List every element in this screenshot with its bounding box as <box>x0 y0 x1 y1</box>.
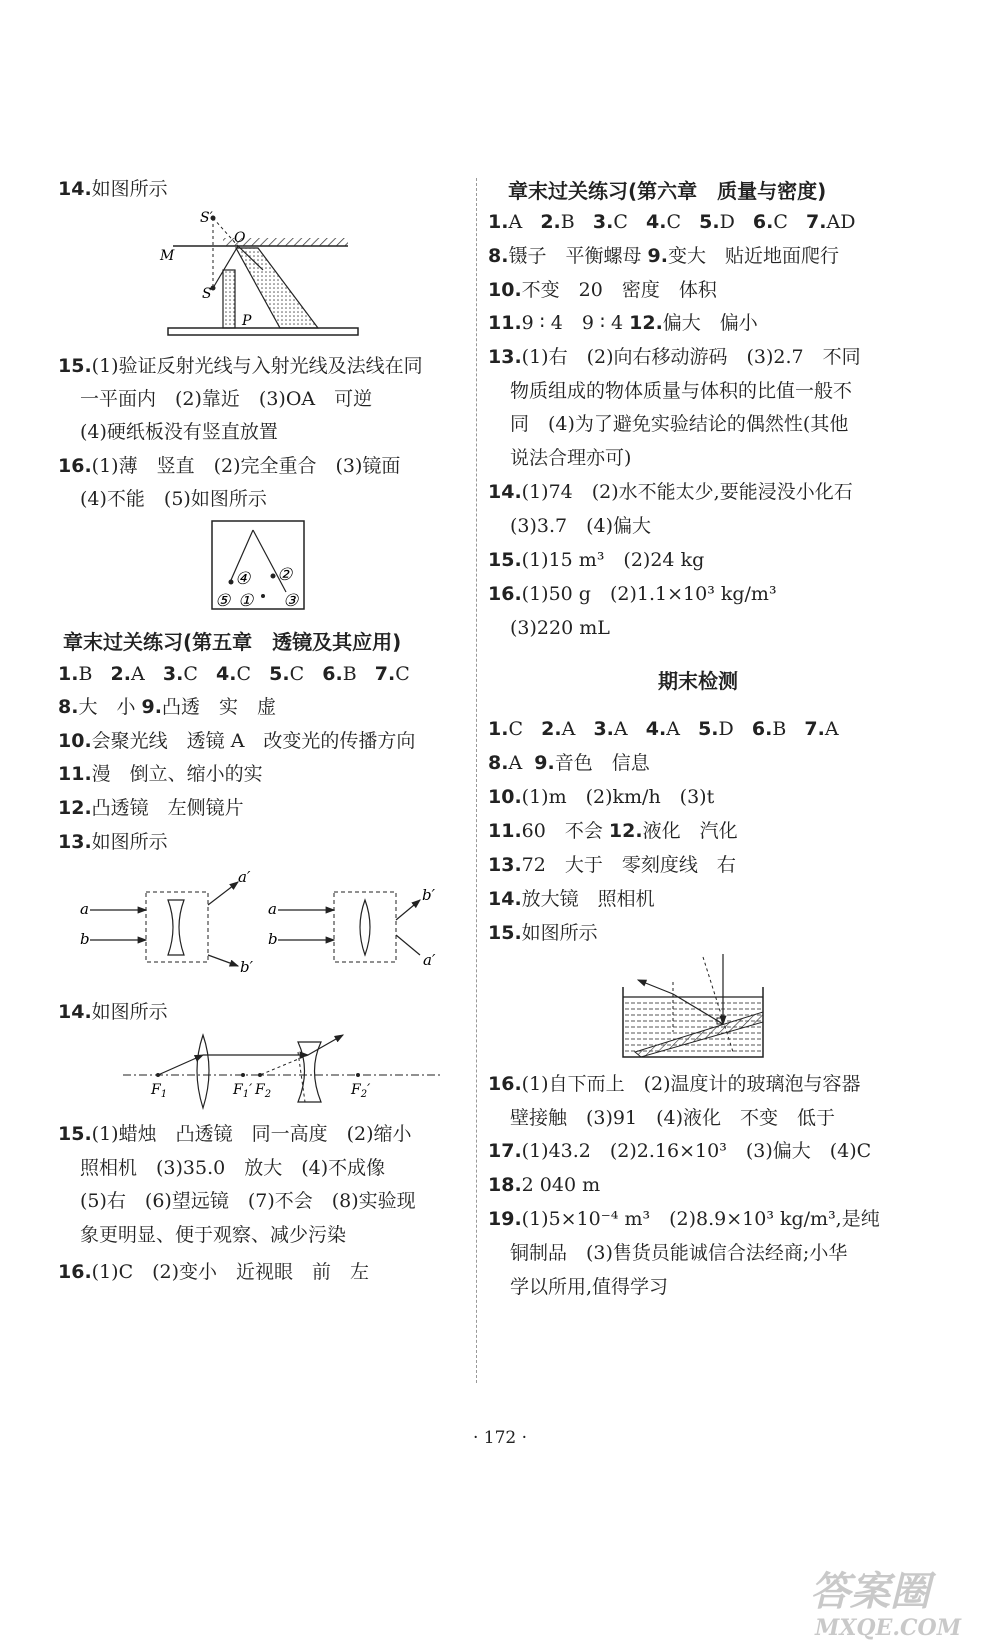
circle-3: ③ <box>283 591 299 611</box>
label-o: O <box>234 230 246 246</box>
b-answer-14-line2: (3)3.7 (4)偏大 <box>510 515 652 537</box>
circle-5: ⑤ <box>215 591 231 611</box>
c-answer-14: 14.放大镜 照相机 <box>488 888 655 910</box>
b-answer-15: 15.(1)15 m³ (2)24 kg <box>488 549 705 571</box>
ray-a2-label: a <box>268 900 277 918</box>
focus-f2: $F_2$ <box>255 1082 272 1100</box>
b-answer-13-line4: 说法合理亦可) <box>510 447 632 469</box>
answer-15b-line1: 15.(1)蜡烛 凸透镜 同一高度 (2)缩小 <box>58 1123 412 1145</box>
answer-14a: 14.如图所示 <box>58 178 168 200</box>
focus-f1-prime: $F_1'$ <box>233 1082 253 1100</box>
answer-15b-line3: (5)右 (6)望远镜 (7)不会 (8)实验现 <box>80 1190 416 1212</box>
answer-16b: 16.(1)C (2)变小 近视眼 前 左 <box>58 1261 370 1283</box>
circle-4: ④ <box>235 569 251 589</box>
label-s: S <box>202 286 212 302</box>
c-answers-1-7: 1.C 2.A 3.A 4.A 5.D 6.B 7.A <box>488 718 839 740</box>
answer-15-line3: (4)硬纸板没有竖直放置 <box>80 421 278 443</box>
answer-15b-line2: 照相机 (3)35.0 放大 (4)不成像 <box>80 1157 386 1179</box>
b-answer-16-line1: 16.(1)50 g (2)1.1×10³ kg/m³ <box>488 583 777 605</box>
c-answer-16-line1: 16.(1)自下而上 (2)温度计的玻璃泡与容器 <box>488 1073 861 1095</box>
table-surface <box>168 328 358 335</box>
c-answer-19-line2: 铜制品 (3)售货员能诚信合法经商;小华 <box>510 1242 848 1264</box>
figure-plane-mirror-reflection <box>160 210 368 340</box>
b-answers-11-12: 11.9 ∶ 4 9 ∶ 4 12.偏大 偏小 <box>488 312 758 334</box>
c-answer-15: 15.如图所示 <box>488 922 598 944</box>
b-answers-8-9: 8.镊子 平衡螺母 9.变大 贴近地面爬行 <box>488 245 839 267</box>
ray-b2-out-label: b′ <box>422 886 436 904</box>
svg-text:答案圈: 答案圈 <box>810 1568 930 1615</box>
answers-1-7: 1.B 2.A 3.C 4.C 5.C 6.B 7.C <box>58 663 410 685</box>
svg-text:MXQE.COM: MXQE.COM <box>815 1615 962 1641</box>
final-exam-title: 期末检测 <box>658 669 738 693</box>
figure-lens-boxes <box>78 870 468 975</box>
answer-16-line2: (4)不能 (5)如图所示 <box>80 488 267 510</box>
label-s-prime: S′ <box>200 210 213 226</box>
ray-b-out-label: b′ <box>240 958 254 976</box>
b-answer-13-line3: 同 (4)为了避免实验结论的偶然性(其他 <box>510 413 849 435</box>
ray-b-label: b <box>80 930 90 948</box>
circle-1: ① <box>238 591 254 611</box>
figure-refraction-container <box>613 952 773 1062</box>
b-answer-16-line2: (3)220 mL <box>510 617 610 639</box>
answer-11: 11.漫 倒立、缩小的实 <box>58 763 263 785</box>
answer-15-line1: 15.(1)验证反射光线与入射光线及法线在同 <box>58 355 423 377</box>
ray-a2-out-label: a′ <box>423 951 436 969</box>
c-answers-11-12: 11.60 不会 12.液化 汽化 <box>488 820 738 842</box>
c-answer-19-line3: 学以所用,值得学习 <box>510 1276 669 1298</box>
figure-lens-combination <box>123 1030 443 1110</box>
answer-10: 10.会聚光线 透镜 A 改变光的传播方向 <box>58 730 416 752</box>
b-answer-13-line1: 13.(1)右 (2)向右移动游码 (3)2.7 不同 <box>488 346 861 368</box>
answers-8-9: 8.大 小 9.凸透 实 虚 <box>58 696 276 718</box>
focus-f1: $F_1$ <box>151 1082 168 1100</box>
focus-f2-prime: $F_2'$ <box>351 1082 371 1100</box>
answer-16-line1: 16.(1)薄 竖直 (2)完全重合 (3)镜面 <box>58 455 401 477</box>
answer-15b-line4: 象更明显、便于观察、减少污染 <box>80 1224 347 1246</box>
ray-b2-label: b <box>268 930 278 948</box>
page-number: · 172 · <box>472 1428 528 1448</box>
label-m: M <box>160 248 175 264</box>
c-answer-18: 18.2 040 m <box>488 1174 601 1196</box>
c-answer-13: 13.72 大于 零刻度线 右 <box>488 854 736 876</box>
answer-12: 12.凸透镜 左侧镜片 <box>58 797 244 819</box>
answer-15-line2: 一平面内 (2)靠近 (3)OA 可逆 <box>80 388 373 410</box>
c-answer-19-line1: 19.(1)5×10⁻⁴ m³ (2)8.9×10³ kg/m³,是纯 <box>488 1208 880 1230</box>
ray-a-label: a <box>80 900 89 918</box>
watermark-logo <box>805 1560 970 1640</box>
c-answer-10: 10.(1)m (2)km/h (3)t <box>488 786 715 808</box>
answer-14b: 14.如图所示 <box>58 1001 168 1023</box>
column-divider <box>476 178 477 1383</box>
figure-mirror-images <box>211 520 306 612</box>
ray-a-out-label: a′ <box>238 868 251 886</box>
b-answers-1-7: 1.A 2.B 3.C 4.C 5.D 6.C 7.AD <box>488 211 856 233</box>
circle-2: ② <box>277 565 293 585</box>
c-answers-8-9: 8.A 9.音色 信息 <box>488 752 650 774</box>
b-answer-10: 10.不变 20 密度 体积 <box>488 279 717 301</box>
screen-p <box>223 270 235 328</box>
chapter5-title: 章末过关练习(第五章 透镜及其应用) <box>63 630 402 654</box>
b-answer-14-line1: 14.(1)74 (2)水不能太少,要能浸没小化石 <box>488 481 853 503</box>
answer-13: 13.如图所示 <box>58 831 168 853</box>
label-p: P <box>242 313 252 329</box>
c-answer-16-line2: 壁接触 (3)91 (4)液化 不变 低于 <box>510 1107 836 1129</box>
chapter6-title: 章末过关练习(第六章 质量与密度) <box>508 179 827 203</box>
c-answer-17: 17.(1)43.2 (2)2.16×10³ (3)偏大 (4)C <box>488 1140 872 1162</box>
b-answer-13-line2: 物质组成的物体质量与体积的比值一般不 <box>510 380 853 402</box>
